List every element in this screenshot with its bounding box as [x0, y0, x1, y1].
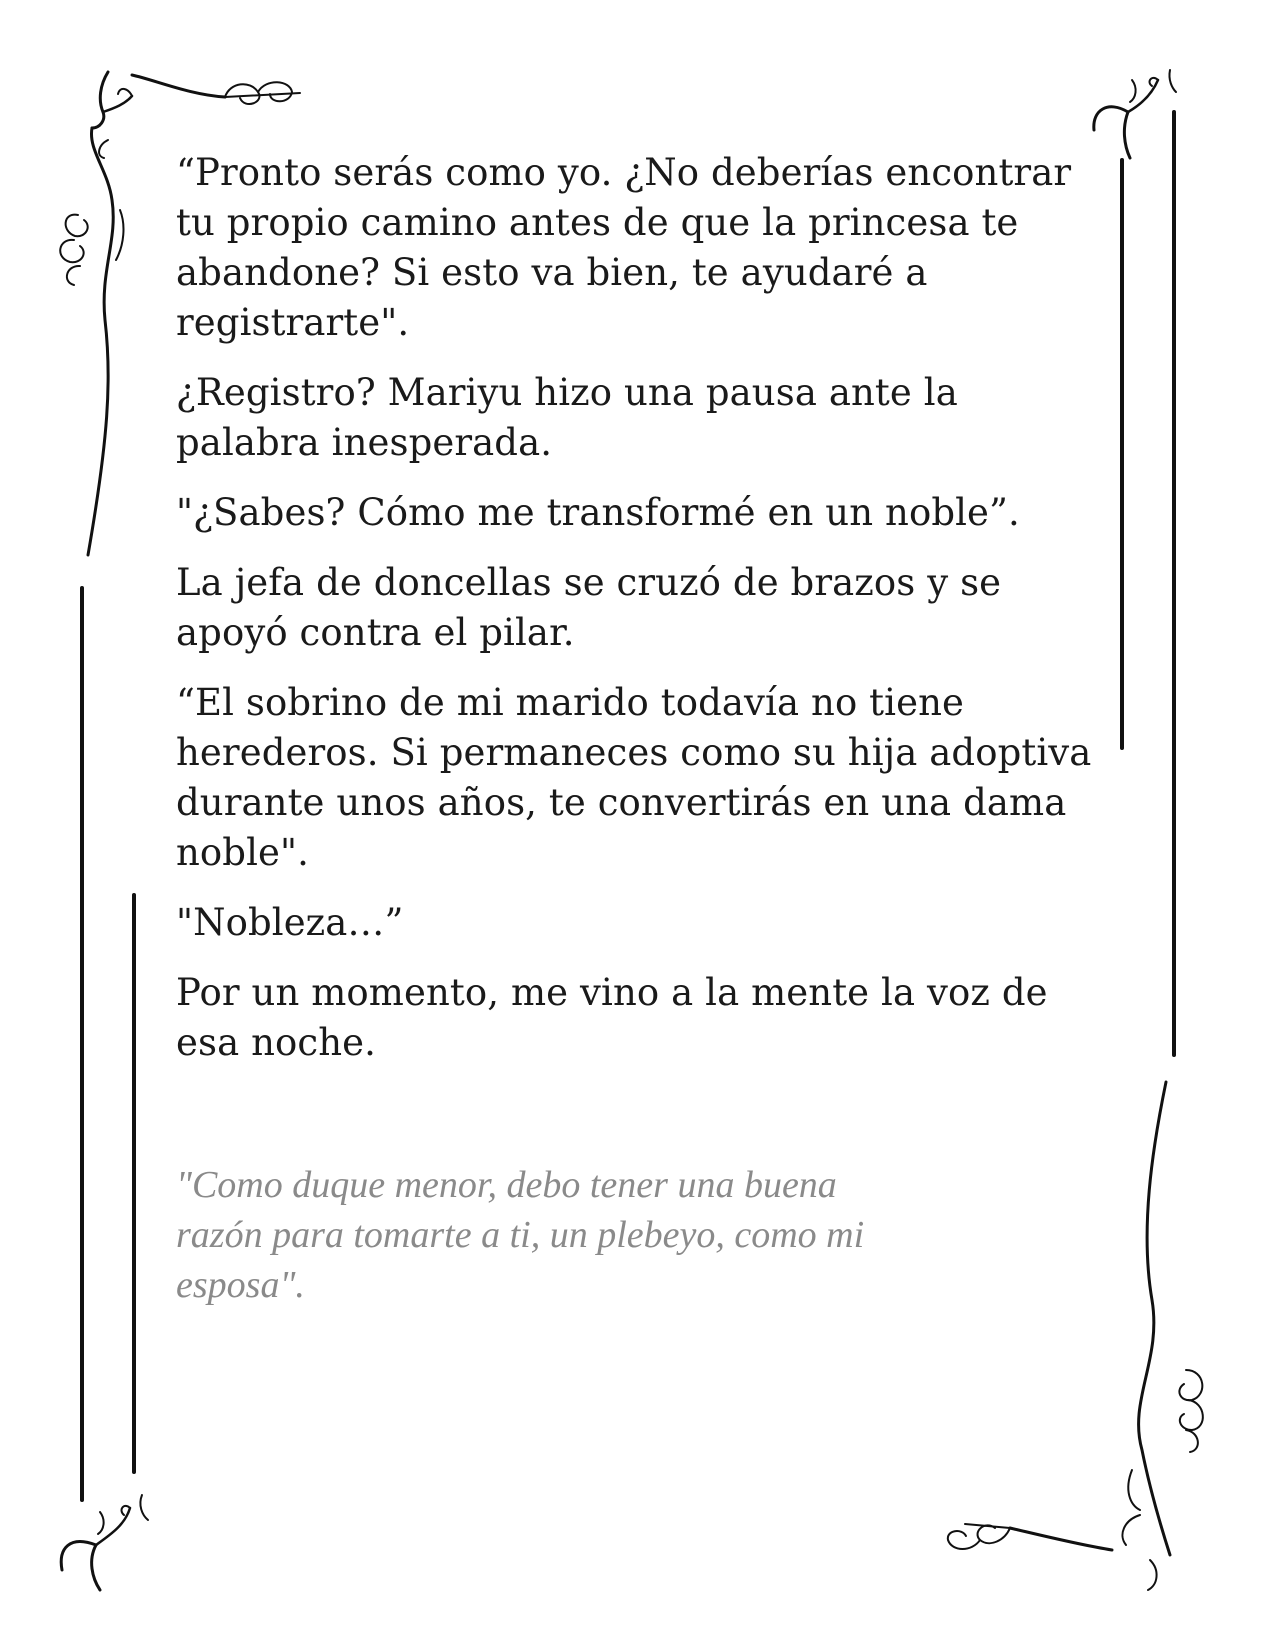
bottom-left-flourish-icon	[61, 1495, 148, 1590]
italic-quote: "Como duque menor, debo tener una buena razón para tomarte a ti, un plebeyo, como mi esposa".	[176, 1164, 865, 1306]
paragraph-1: “Pronto serás como yo. ¿No deberías encontrar tu propio camino antes de que la princesa te abandone? Si esto va bien, te ayudaré a registrarte".	[176, 151, 1072, 344]
paragraph-4: La jefa de doncellas se cruzó de brazos y se apoyó contra el pilar.	[176, 561, 1002, 654]
top-right-flourish-icon	[1094, 70, 1176, 158]
paragraph-2: ¿Registro? Mariyu hizo una pausa ante la palabra inesperada.	[176, 371, 958, 464]
text-column	[176, 148, 1106, 1310]
paragraph-5: “El sobrino de mi marido todavía no tiene herederos. Si permaneces como su hija adoptiva durante unos años, te convertirás en una dama noble".	[176, 681, 1092, 874]
paragraph-7: Por un momento, me vino a la mente la voz de esa noche.	[176, 971, 1048, 1064]
paragraph-3: "¿Sabes? Cómo me transformé en un noble”.	[176, 491, 1020, 534]
paragraph-6: "Nobleza…”	[176, 901, 404, 944]
